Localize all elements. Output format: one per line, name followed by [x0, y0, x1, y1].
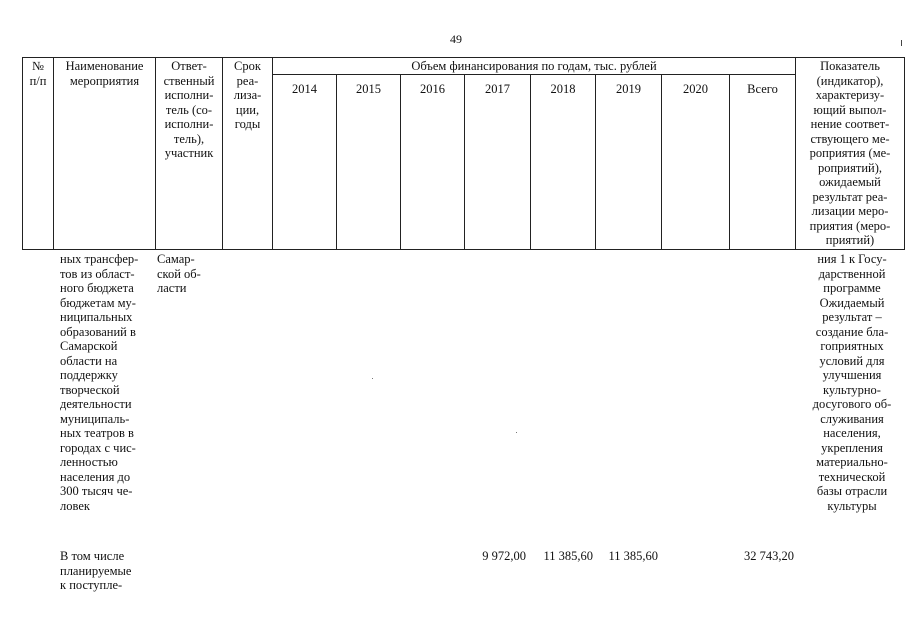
- col-divider: [595, 74, 596, 249]
- col-divider: [729, 74, 730, 249]
- scan-edge-mark: [901, 40, 902, 46]
- header-indicator: Показатель (индикатор), характеризу- ющий выпол- нение соответ- ствующего ме- роприятия (ме- роприятий), ожидаемый результат реа- лизации меро- приятия (меро- приятий): [809, 59, 891, 247]
- col-divider: [661, 74, 662, 249]
- year-2018: 2018: [550, 82, 576, 96]
- col-divider: [400, 74, 401, 249]
- header-funding: Объем финансирования по годам, тыс. рублей: [411, 59, 657, 73]
- scan-speck: [372, 378, 373, 379]
- header-number: № п/п: [29, 59, 47, 88]
- table-header: [0, 57, 905, 249]
- header-name: Наименование мероприятия: [65, 59, 144, 88]
- year-2015: 2015: [356, 82, 381, 96]
- row2-value-total: 32 743,20: [744, 549, 794, 563]
- header-responsible: Ответ- ственный исполни- тель (со- исполни- тель), участник: [163, 59, 215, 160]
- row2-value-2017: 9 972,00: [482, 549, 526, 563]
- page-number: 49: [450, 32, 462, 46]
- funding-subheader-border: [272, 74, 795, 75]
- row2-value-2018: 11 385,60: [543, 549, 593, 563]
- year-total: Всего: [747, 82, 778, 96]
- row1-responsible: Самар- ской об- ласти: [157, 252, 201, 295]
- header-bottom-border: [22, 249, 905, 250]
- year-2014: 2014: [292, 82, 317, 96]
- row2-value-2019: 11 385,60: [608, 549, 658, 563]
- row2-name: В том числе планируемые к поступле-: [60, 549, 132, 592]
- col-divider: [336, 74, 337, 249]
- row1-indicator: ния 1 к Госу- дарственной программе Ожидаемый результат – создание бла- гоприятных условий для улучшения культурно- досугового об- служивания населения, укрепления материально- технической базы отрасли культуры: [812, 252, 892, 513]
- year-2020: 2020: [683, 82, 708, 96]
- year-2019: 2019: [616, 82, 641, 96]
- col-divider: [464, 74, 465, 249]
- col-divider: [530, 74, 531, 249]
- scan-speck: [516, 432, 517, 433]
- header-term: Срок реа- лиза- ции, годы: [233, 59, 262, 131]
- row1-name: ных трансфер- тов из област- ного бюджета бюджетам му- ниципальных образований в Самарской области на поддержку творческой деятельности муниципаль- ных театров в городах с чис- ленностью населения до 300 тысяч че- ловек: [60, 252, 139, 513]
- year-2016: 2016: [420, 82, 445, 96]
- year-2017: 2017: [485, 82, 510, 96]
